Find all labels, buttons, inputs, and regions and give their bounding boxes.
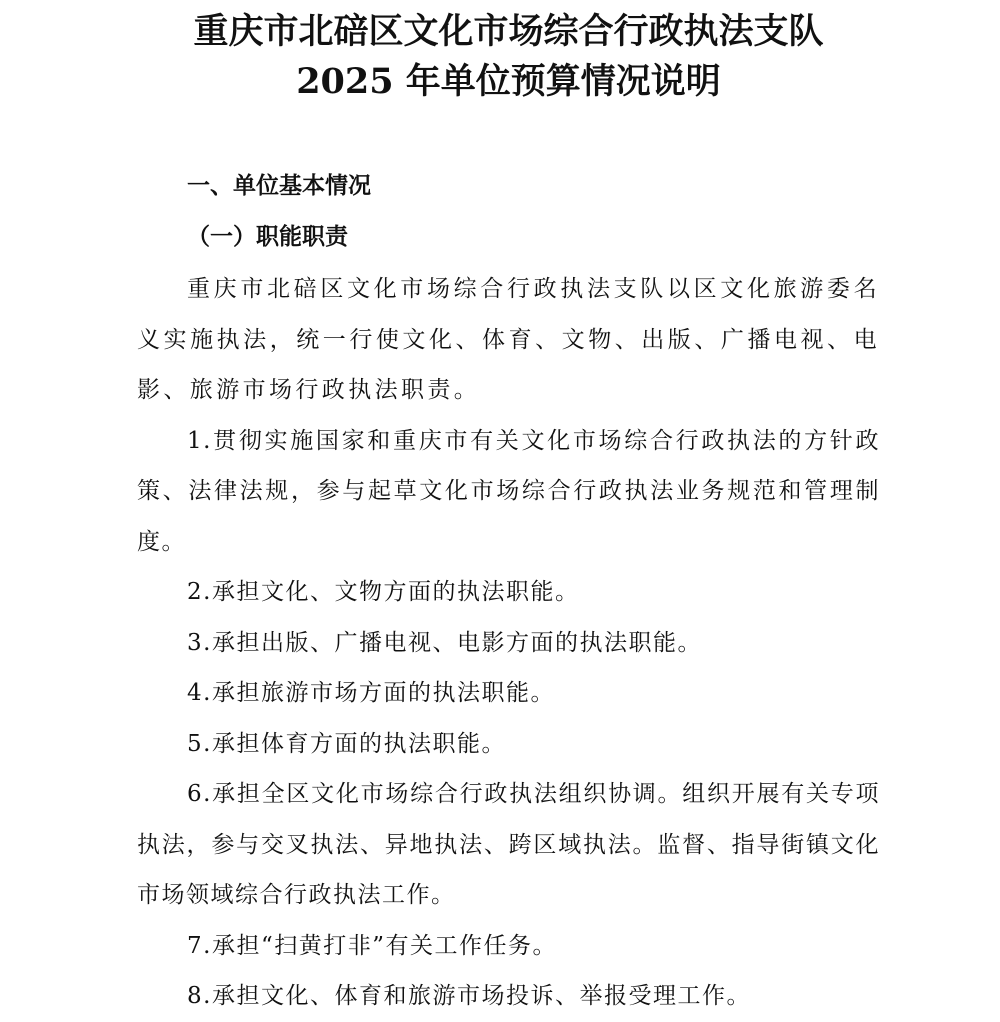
section-heading-basic-info: 一、单位基本情况 [187, 172, 371, 199]
document-title-line-2: 2025 年单位预算情况说明 [296, 61, 721, 102]
document-title-line-1: 重庆市北碚区文化市场综合行政执法支队 [193, 11, 824, 52]
intro-paragraph: 重庆市北碚区文化市场综合行政执法支队以区文化旅游委名义实施执法，统一行使文化、体育、文物、出版、广播电视、电影、旅游市场行政执法职责。 [137, 276, 880, 403]
function-item-3: 3.承担出版、广播电视、电影方面的执法职能。 [187, 629, 702, 656]
function-item-5: 5.承担体育方面的执法职能。 [187, 730, 506, 757]
function-item-4: 4.承担旅游市场方面的执法职能。 [187, 680, 555, 706]
function-item-8: 8.承担文化、体育和旅游市场投诉、举报受理工作。 [187, 983, 751, 1009]
subsection-heading-functions: （一）职能职责 [187, 223, 348, 250]
function-item-6: 6.承担全区文化市场综合行政执法组织协调。组织开展有关专项执法，参与交叉执法、异地执法、跨区域执法。监督、指导街镇文化市场领域综合行政执法工作。 [137, 781, 880, 908]
function-item-1: 1.贯彻实施国家和重庆市有关文化市场综合行政执法的方针政策、法律法规，参与起草文化市场综合行政执法业务规范和管理制度。 [137, 427, 880, 555]
function-item-2: 2.承担文化、文物方面的执法职能。 [187, 579, 580, 605]
document-body [137, 264, 880, 1022]
function-item-7: 7.承担“扫黄打非”有关工作任务。 [187, 932, 557, 959]
